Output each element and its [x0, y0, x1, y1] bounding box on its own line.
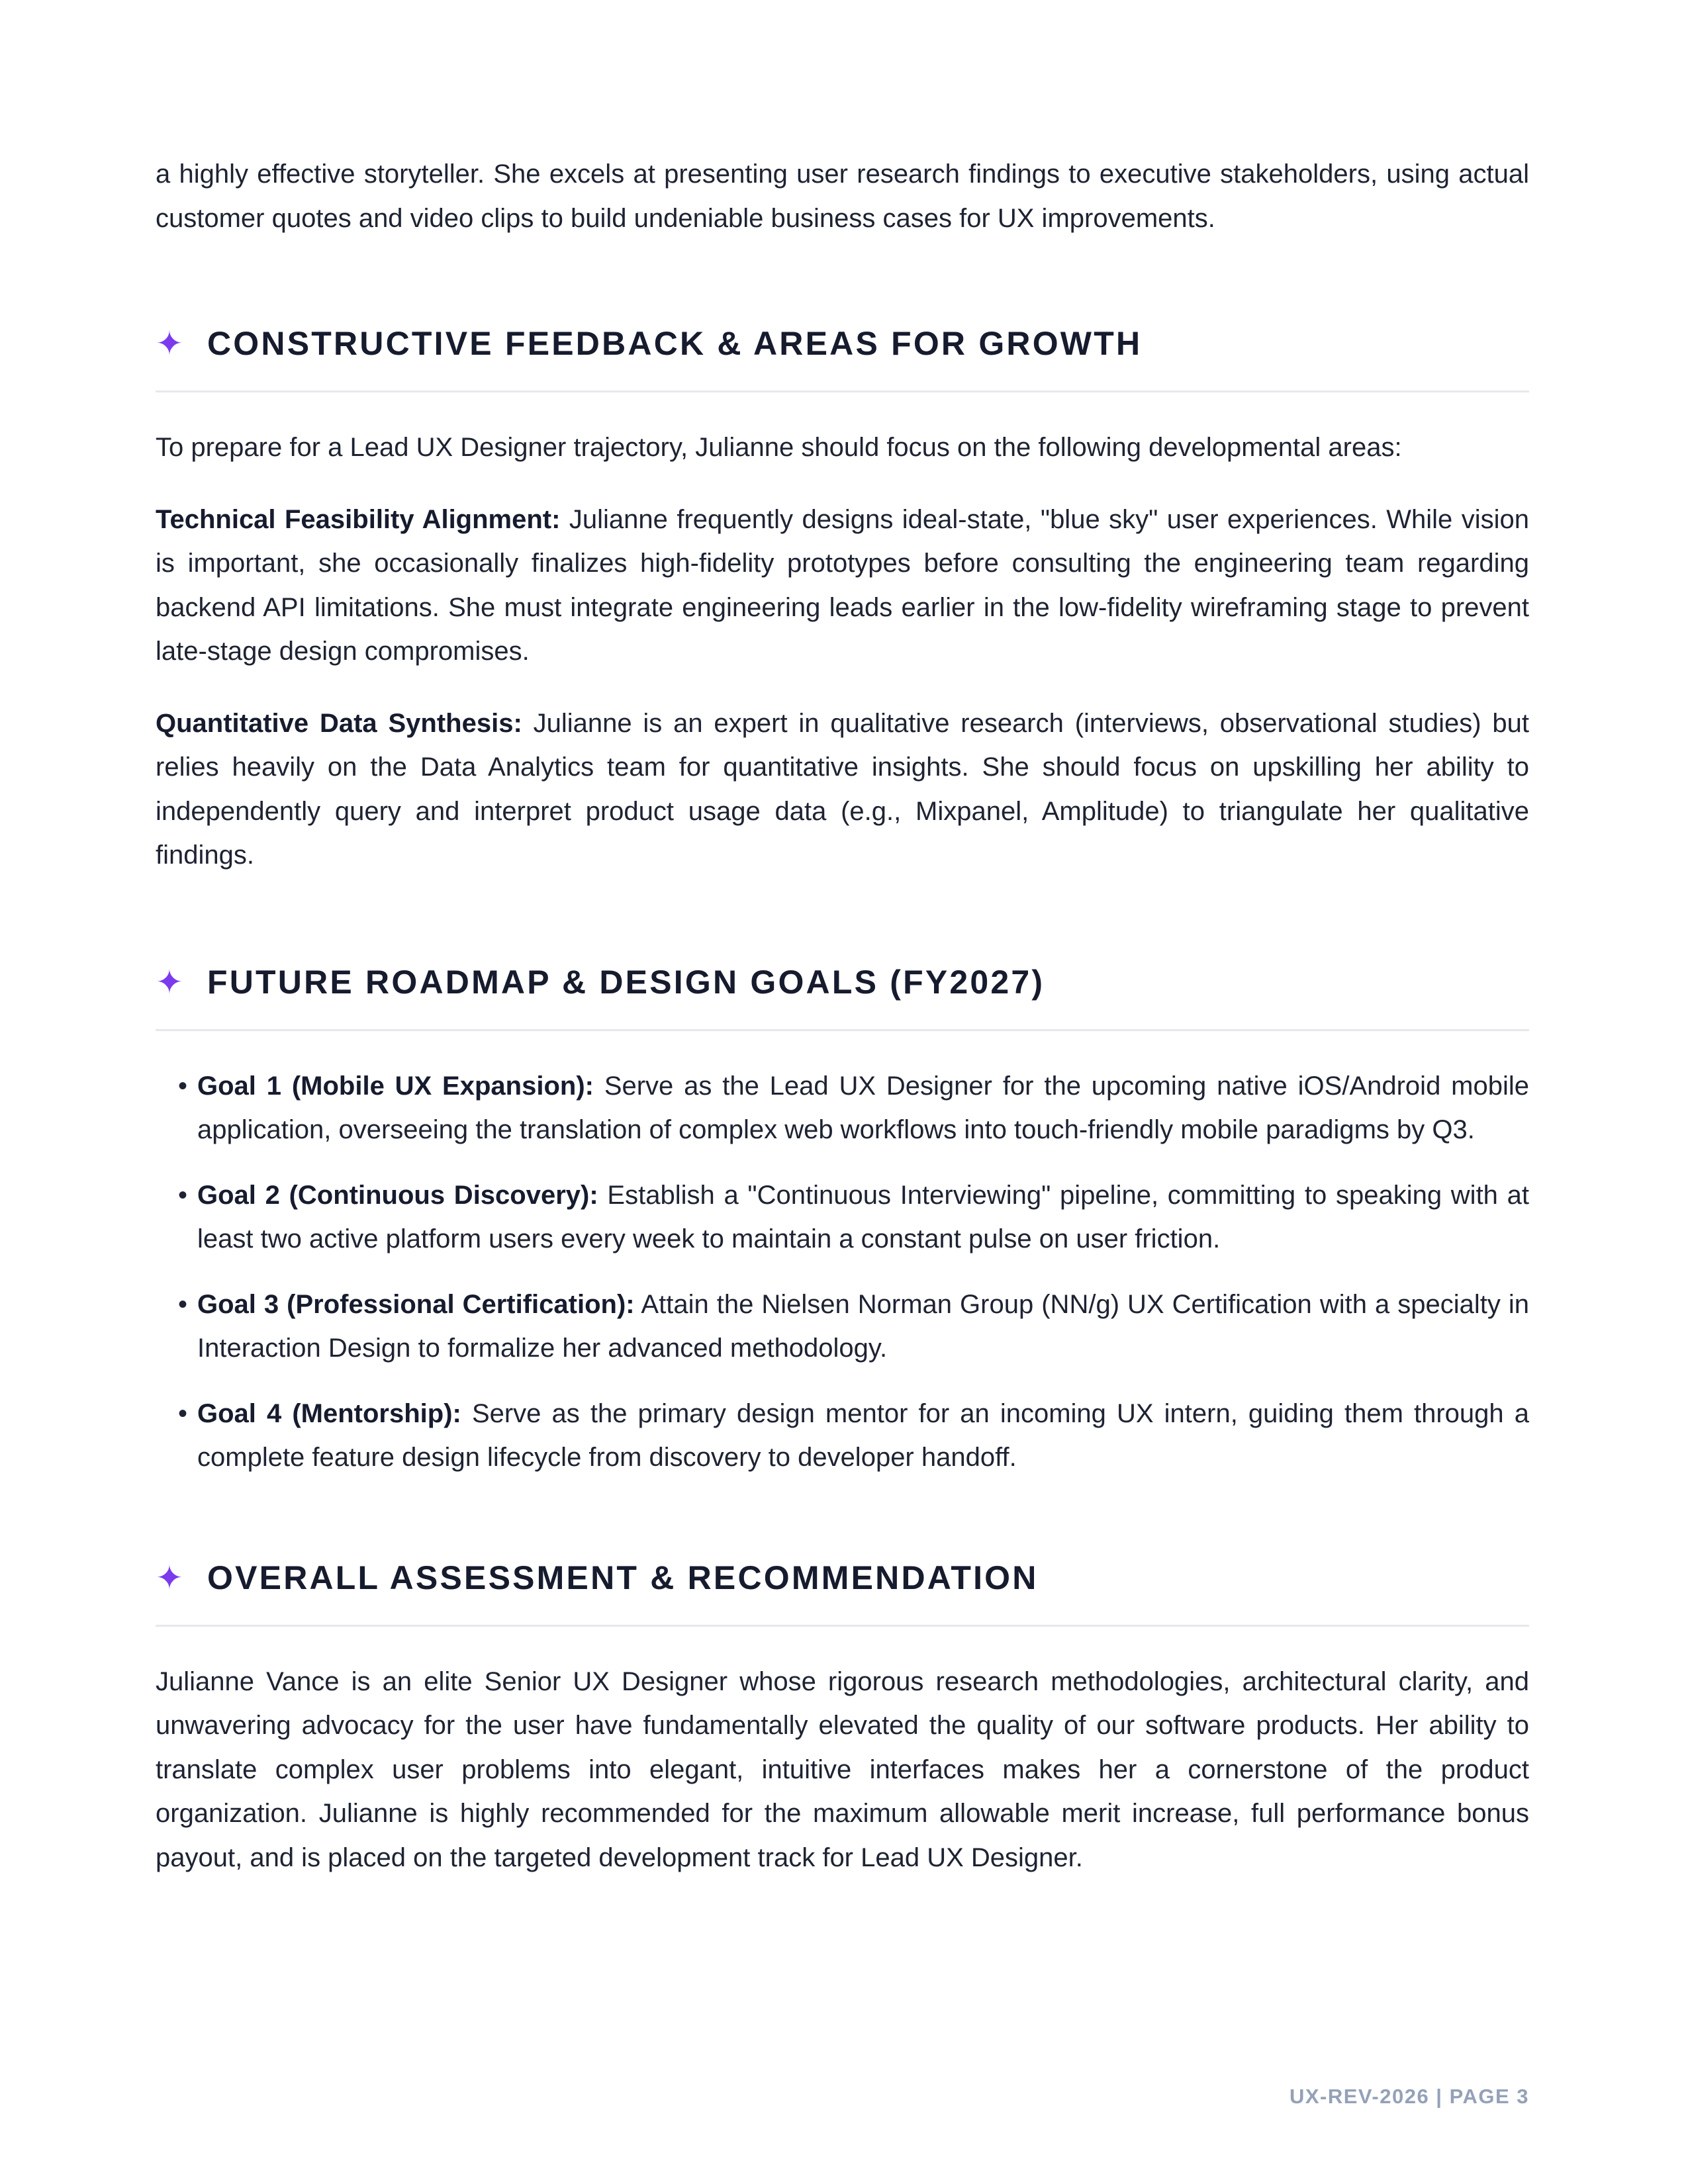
feedback-item-text: Julianne frequently designs ideal-state, "blue sky" user experiences. While vision is important, she occasionally finalizes high-fidelity prototypes before consulting the engineering team regarding backend API limitations. She must integrate engineering leads earlier in the low-fidelity wireframing stage to prevent late-stage design compromises.: [156, 504, 1529, 666]
goal-text: Establish a "Continuous Interviewing" pipeline, committing to speaking with at least two active platform users every week to maintain a constant pulse on user friction.: [197, 1180, 1530, 1253]
bullet-icon: •: [178, 1071, 188, 1101]
section-title: OVERALL ASSESSMENT & RECOMMENDATION: [207, 1559, 1039, 1596]
bullet-icon: •: [178, 1180, 188, 1210]
bullet-icon: •: [178, 1289, 188, 1319]
feedback-item: [156, 498, 1529, 674]
bullet-icon: •: [178, 1398, 188, 1428]
document-page: [156, 152, 1529, 1907]
goal-label: Goal 3 (Professional Certification):: [197, 1289, 635, 1319]
goal-item: [156, 1173, 1529, 1261]
feedback-item-label: Quantitative Data Synthesis:: [156, 708, 522, 738]
goal-label: Goal 1 (Mobile UX Expansion):: [197, 1071, 594, 1101]
feedback-item-label: Technical Feasibility Alignment:: [156, 504, 561, 534]
goal-item: [156, 1064, 1529, 1152]
feedback-item-text: Julianne is an expert in qualitative research (interviews, observational studies) but relies heavily on the Data Analytics team for quantitative insights. She should focus on upskilling her ability to independently query and interpret product usage data (e.g., Mixpanel, Amplitude) to triangulate her qualitative findings.: [156, 708, 1529, 870]
section-title: FUTURE ROADMAP & DESIGN GOALS (FY2027): [207, 963, 1045, 1001]
assessment-paragraph: Julianne Vance is an elite Senior UX Designer whose rigorous research methodologies, architectural clarity, and unwavering advocacy for the user have fundamentally elevated the quality of our software products. Her ability to translate complex user problems into elegant, intuitive interfaces makes her a cornerstone of the product organization. Julianne is highly recommended for the maximum allowable merit increase, full performance bonus payout, and is placed on the targeted development track for Lead UX Designer.: [156, 1666, 1529, 1872]
sparkle-icon: ✦: [156, 962, 183, 1001]
goal-text: Attain the Nielsen Norman Group (NN/g) UX Certification with a specialty in Interaction Design to formalize her advanced methodology.: [197, 1289, 1530, 1363]
goals-list: [156, 1064, 1529, 1480]
goal-text: Serve as the Lead UX Designer for the upcoming native iOS/Android mobile application, overseeing the translation of complex web workflows into touch-friendly mobile paradigms by Q3.: [197, 1071, 1529, 1144]
feedback-item: [156, 702, 1529, 878]
goal-label: Goal 2 (Continuous Discovery):: [197, 1180, 598, 1210]
goal-label: Goal 4 (Mentorship):: [197, 1398, 461, 1428]
intro-paragraph: a highly effective storyteller. She excels at presenting user research findings to executive stakeholders, using actual customer quotes and video clips to build undeniable business cases for UX improvements.: [156, 159, 1529, 233]
goal-text: Serve as the primary design mentor for an incoming UX intern, guiding them through a complete feature design lifecycle from discovery to developer handoff.: [197, 1398, 1529, 1472]
section-heading-feedback: [156, 316, 1529, 392]
feedback-intro: To prepare for a Lead UX Designer trajectory, Julianne should focus on the following developmental areas:: [156, 433, 1402, 462]
section-heading-assessment: [156, 1551, 1529, 1627]
page-footer: UX-REV-2026 | PAGE 3: [1289, 2085, 1529, 2108]
goal-item: [156, 1392, 1529, 1480]
sparkle-icon: ✦: [156, 324, 183, 363]
goal-item: [156, 1283, 1529, 1371]
sparkle-icon: ✦: [156, 1558, 183, 1597]
section-heading-roadmap: [156, 955, 1529, 1031]
section-title: CONSTRUCTIVE FEEDBACK & AREAS FOR GROWTH: [207, 325, 1143, 362]
